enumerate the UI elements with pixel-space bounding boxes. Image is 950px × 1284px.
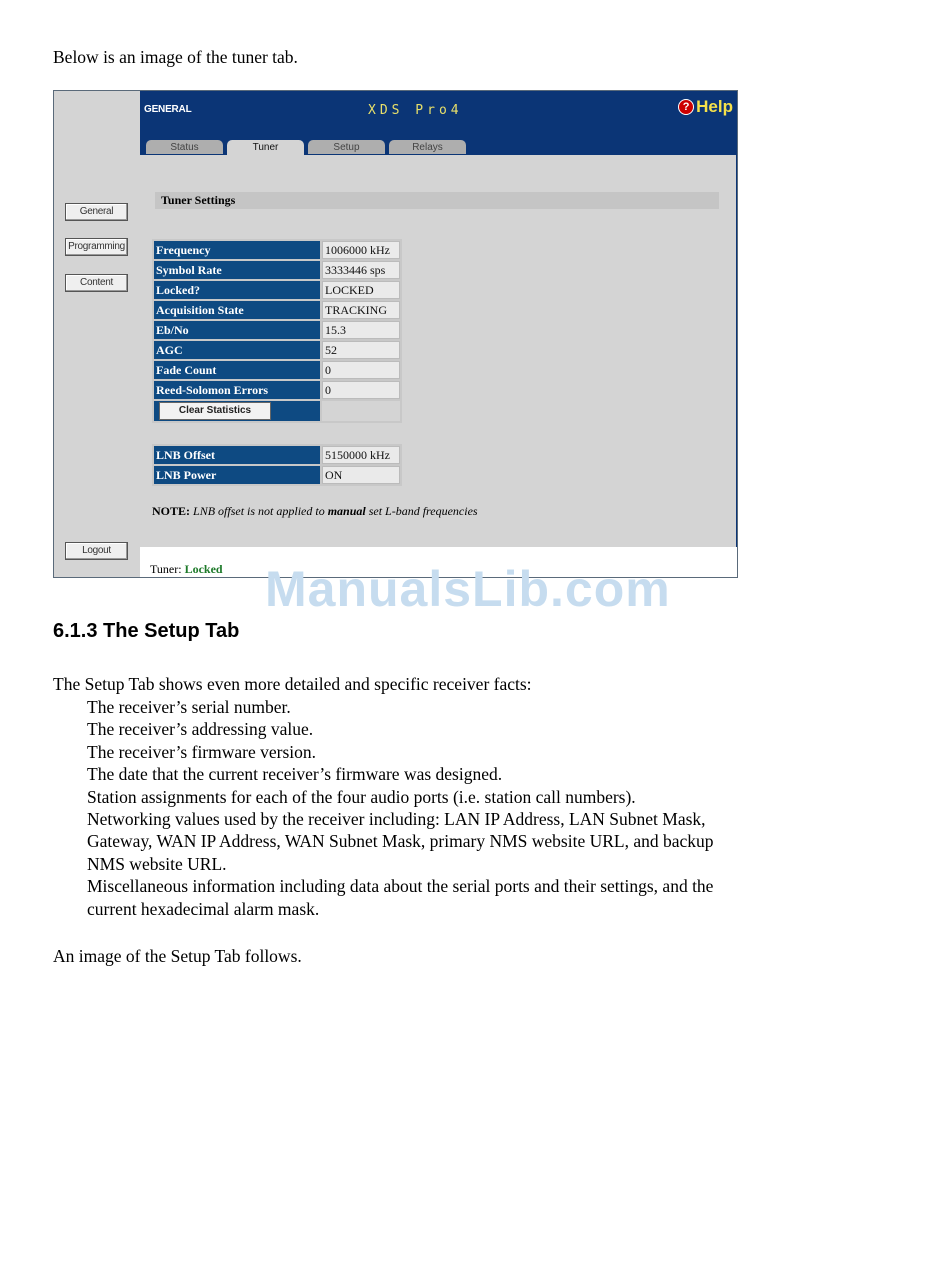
tuner-settings-table [152,239,402,423]
tab-bar [146,140,470,155]
follow-text: An image of the Setup Tab follows. [53,946,302,966]
list-item: Miscellaneous information including data about the serial ports and their settings, and the current hexadecimal alarm mask. [87,876,714,919]
nav-programming-button[interactable]: Programming [65,238,128,256]
row-value: 3333446 sps [322,261,400,279]
app-title: XDS Pro4 [368,103,463,118]
note-prefix: NOTE: [152,504,191,518]
row-value: 1006000 kHz [322,241,400,259]
lnb-table [152,444,402,486]
note-text-2: set L-band frequencies [368,504,478,518]
watermark: ManualsLib.com [265,561,671,617]
nav-general-button[interactable]: General [65,203,128,221]
list-item: The receiver’s serial number. [87,697,291,717]
row-value: 52 [322,341,400,359]
row-value: ON [322,466,400,484]
left-nav [54,91,140,577]
table-row [154,261,400,279]
row-value: 5150000 kHz [322,446,400,464]
logout-button[interactable]: Logout [65,542,128,560]
row-value: 0 [322,361,400,379]
section-heading: 6.1.3 The Setup Tab [53,620,240,642]
table-row [154,361,400,379]
list-item: Station assignments for each of the four audio ports (i.e. station call numbers). [87,786,636,807]
row-label: LNB Offset [154,446,320,464]
main-panel [140,91,738,577]
tuner-tab-screenshot [53,90,738,578]
tab-content [140,155,738,547]
header-section-label: GENERAL [144,104,192,115]
help-icon: ? [678,99,694,115]
empty-cell [322,401,400,421]
table-row [154,281,400,299]
header-bar [140,91,738,155]
row-label: Symbol Rate [154,261,320,279]
clear-statistics-button[interactable]: Clear Statistics [159,402,271,420]
section-title: Tuner Settings [155,192,719,209]
help-link[interactable] [678,97,733,117]
row-label: LNB Power [154,466,320,484]
status-value: Locked [184,562,223,576]
table-row [154,321,400,339]
setup-facts-list [87,696,747,920]
table-row [154,301,400,319]
table-row [154,446,400,464]
note-text-1: LNB offset is not applied to [193,504,325,518]
row-value: 15.3 [322,321,400,339]
row-value: TRACKING [322,301,400,319]
row-value: 0 [322,381,400,399]
row-label: Reed-Solomon Errors [154,381,320,399]
setup-intro-text: The Setup Tab shows even more detailed and specific receiver facts: [53,674,532,694]
table-row [154,381,400,399]
table-row [154,401,400,421]
row-label: Frequency [154,241,320,259]
tab-tuner[interactable]: Tuner [227,140,304,155]
tab-status[interactable]: Status [146,140,223,154]
table-row [154,466,400,484]
note-emphasis: manual [327,504,366,518]
clear-cell [154,401,320,421]
table-row [154,241,400,259]
tab-relays[interactable]: Relays [389,140,466,154]
list-item: The receiver’s firmware version. [87,741,317,762]
tuner-status [150,562,223,577]
row-label: Eb/No [154,321,320,339]
table-row [154,341,400,359]
list-item: The date that the current receiver’s firmware was designed. [87,764,503,785]
nav-content-button[interactable]: Content [65,274,128,292]
row-value: LOCKED [322,281,400,299]
row-label: Locked? [154,281,320,299]
status-label: Tuner: [150,562,182,576]
list-item: Networking values used by the receiver including: LAN IP Address, LAN Subnet Mask, Gateway, WAN IP Address, WAN Subnet Mask, primary NMS website URL, and backup NMS website URL. [87,809,714,874]
row-label: Fade Count [154,361,320,379]
content-border [736,155,738,547]
help-label: Help [696,97,733,116]
intro-text: Below is an image of the tuner tab. [53,47,298,67]
tab-setup[interactable]: Setup [308,140,385,154]
lnb-note [152,504,478,519]
list-item: The receiver’s addressing value. [87,719,314,740]
row-label: AGC [154,341,320,359]
row-label: Acquisition State [154,301,320,319]
